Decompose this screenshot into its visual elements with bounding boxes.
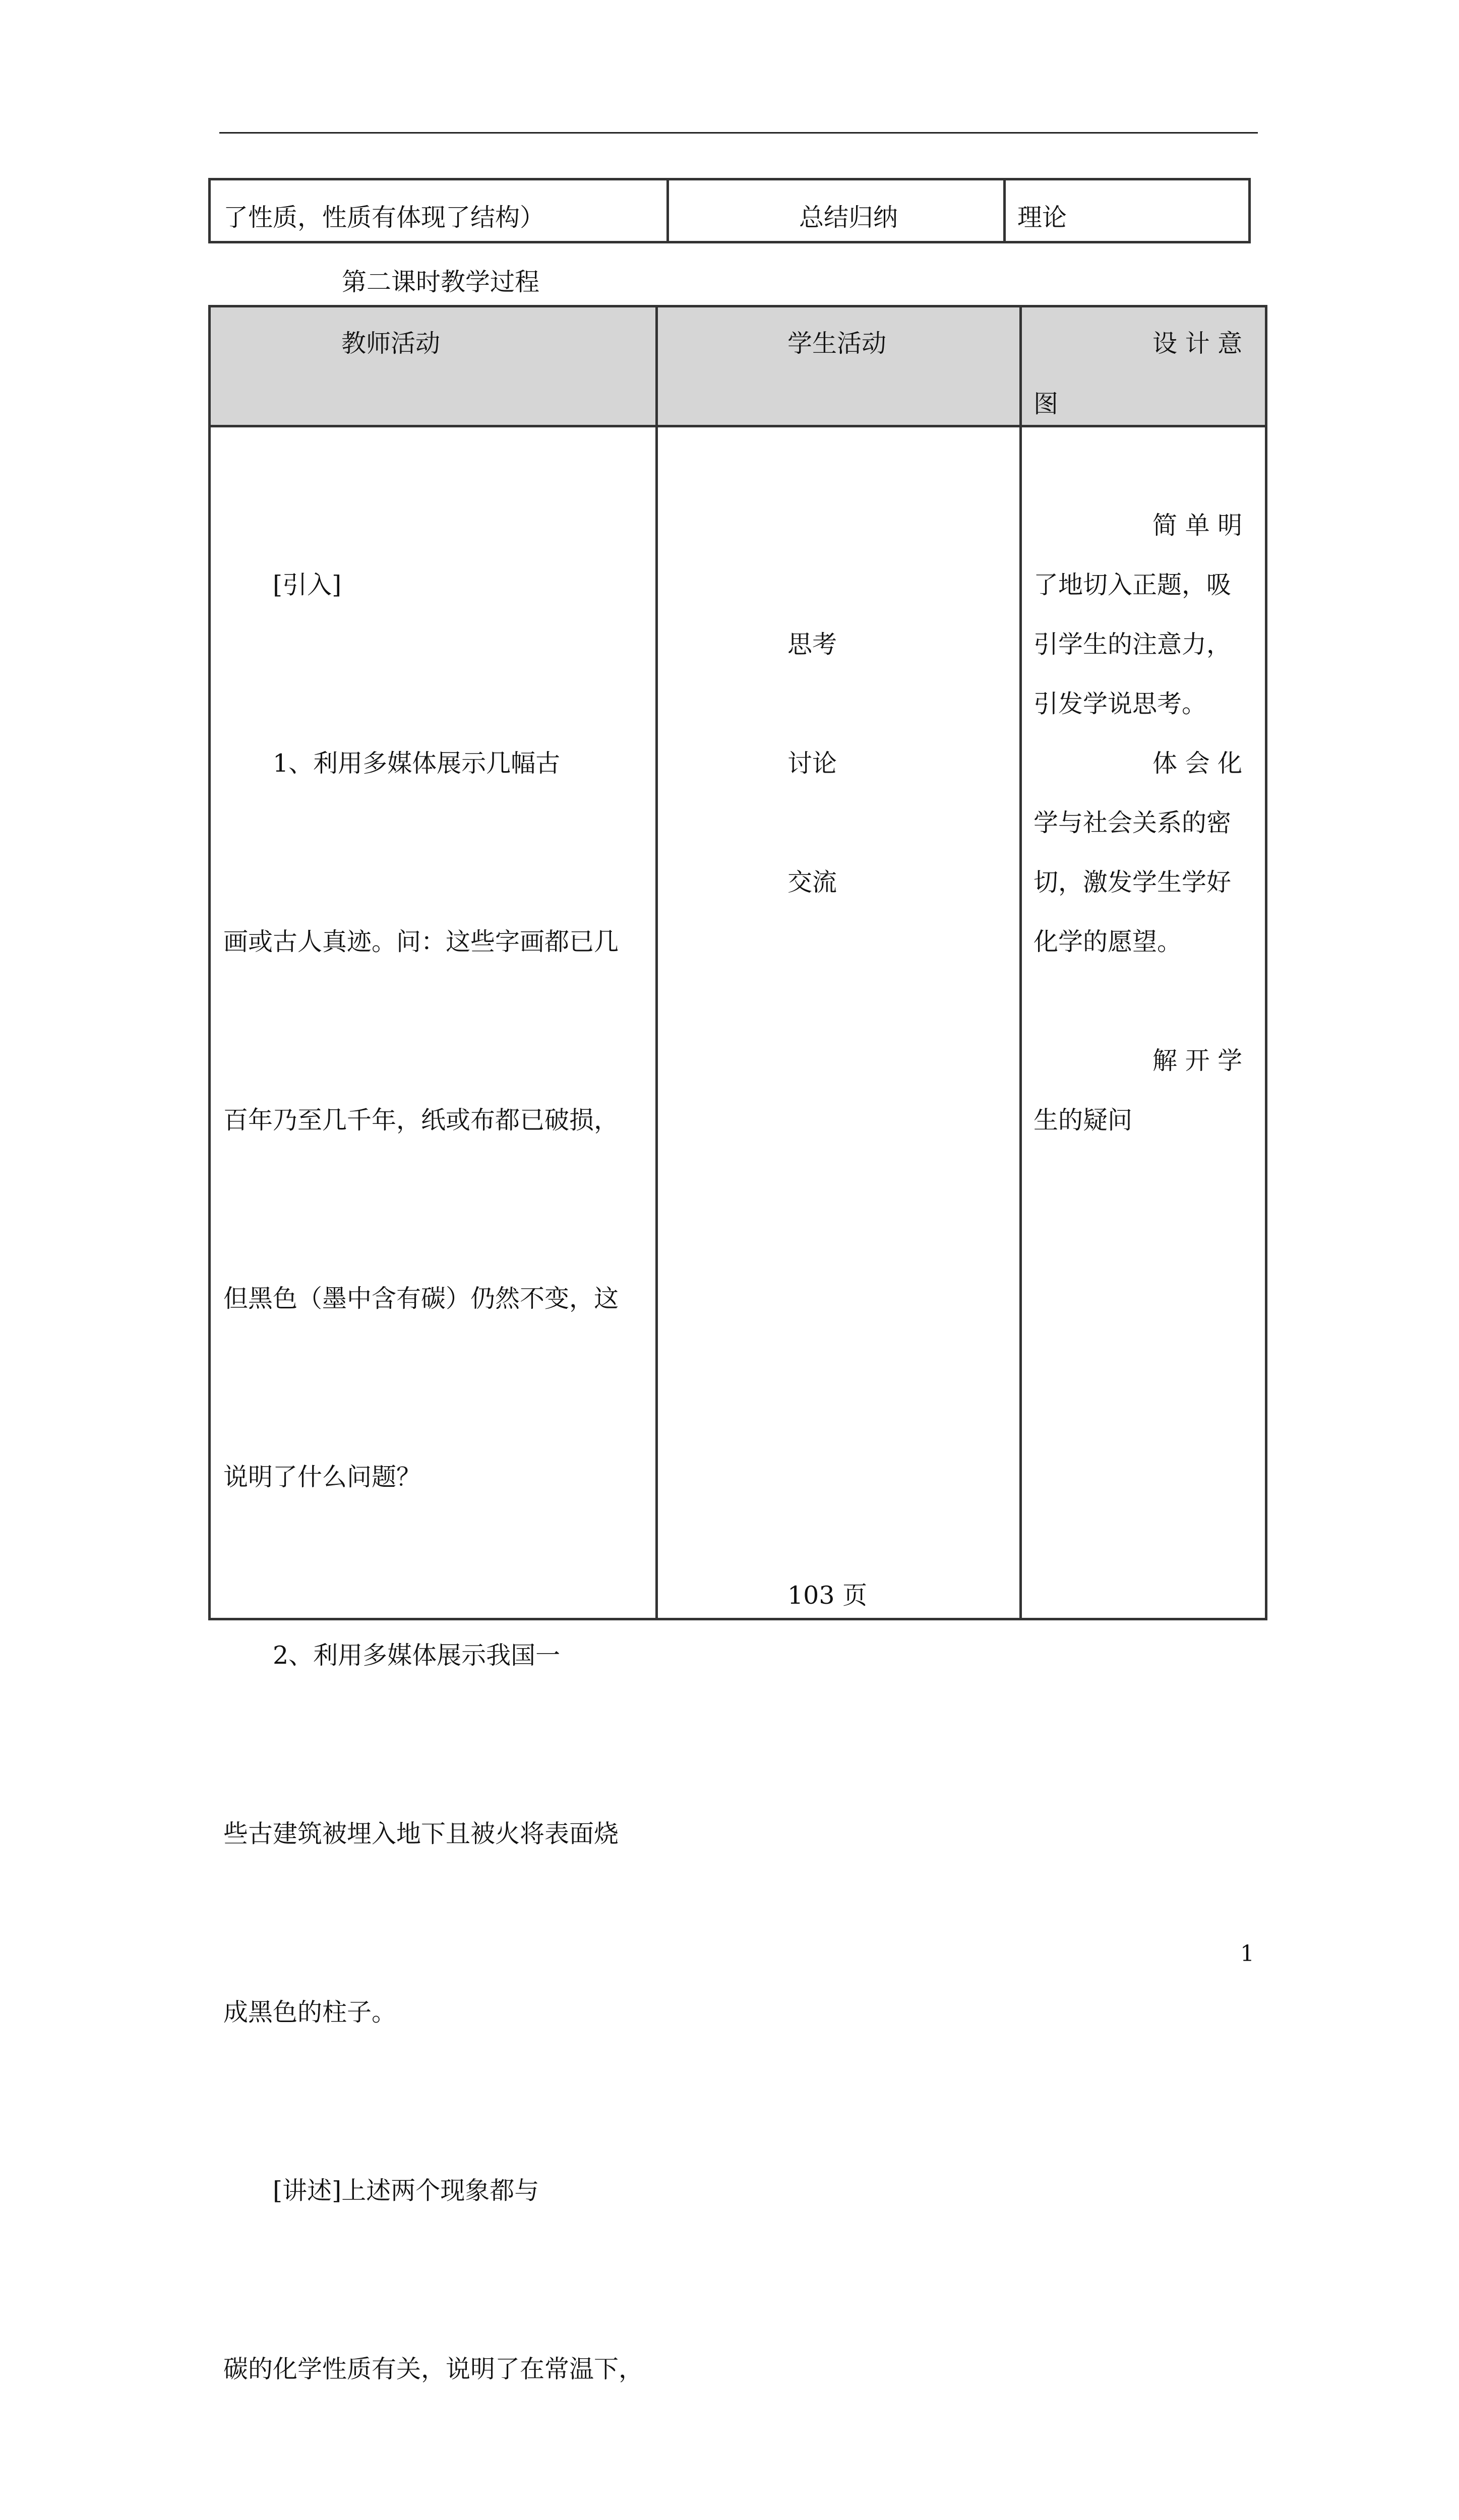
design-line: 体 会 化 — [1152, 749, 1243, 778]
teacher-line: 画或古人真迹。问：这些字画都已几 — [223, 927, 619, 956]
student-item-exchange: 交流 — [787, 868, 837, 897]
top-table-cell-1: 了性质，性质有体现了结构） — [223, 203, 545, 232]
design-line: 引学生的注意力， — [1034, 630, 1232, 659]
design-line: 学与社会关系的密 — [1034, 808, 1232, 837]
top-table-cell-2: 总结归纳 — [799, 203, 898, 232]
header-teacher-activity: 教师活动 — [341, 329, 441, 358]
header-student-activity: 学生活动 — [787, 329, 887, 358]
teacher-line: 说明了什么问题？ — [223, 1463, 421, 1491]
student-item-discuss: 讨论 — [787, 749, 837, 778]
main-table-col-divider-2 — [1019, 305, 1022, 1620]
teacher-line: 1、利用多媒体展示几幅古 — [223, 749, 561, 778]
teacher-line: [讲述]上述两个现象都与 — [223, 2176, 539, 2205]
top-table-divider-1 — [666, 178, 669, 243]
section-title: 第二课时教学过程 — [342, 268, 540, 296]
design-line: 生的疑问 — [1034, 1106, 1133, 1135]
top-table-divider-2 — [1003, 178, 1006, 243]
design-line: 引发学说思考。 — [1034, 689, 1207, 718]
teacher-line: 但黑色（墨中含有碳）仍然不变，这 — [223, 1284, 619, 1313]
teacher-activity-text — [223, 436, 643, 2520]
teacher-line: 百年乃至几千年，纸或布都已破损， — [223, 1106, 619, 1135]
teacher-line: 成黑色的柱子。 — [223, 1998, 397, 2027]
teacher-line: 碳的化学性质有关，说明了在常温下， — [223, 2355, 644, 2383]
main-table-col-divider-1 — [655, 305, 658, 1620]
header-design-intent-line1: 设 计 意 — [1152, 329, 1243, 358]
design-line: 化学的愿望。 — [1034, 927, 1182, 956]
teacher-line: 2、利用多媒体展示我国一 — [223, 1641, 561, 1670]
design-line: 解 开 学 — [1152, 1046, 1243, 1075]
teacher-line: [引入] — [223, 571, 342, 599]
header-rule — [219, 132, 1258, 134]
header-design-intent-line2: 图 — [1034, 390, 1059, 418]
teacher-line — [223, 2518, 643, 2520]
design-line: 简 单 明 — [1152, 511, 1243, 540]
top-table-cell-3: 理论 — [1017, 203, 1067, 232]
page-number: 1 — [1240, 1941, 1254, 1967]
student-item-think: 思考 — [787, 630, 837, 659]
design-line: 切，激发学生学好 — [1034, 868, 1232, 897]
teacher-line: 些古建筑被埋入地下且被火将表面烧 — [223, 1819, 619, 1848]
page-reference: 103 页 — [787, 1581, 868, 1610]
main-table-header-divider — [208, 425, 1267, 427]
design-line: 了地切入正题，吸 — [1034, 571, 1232, 599]
